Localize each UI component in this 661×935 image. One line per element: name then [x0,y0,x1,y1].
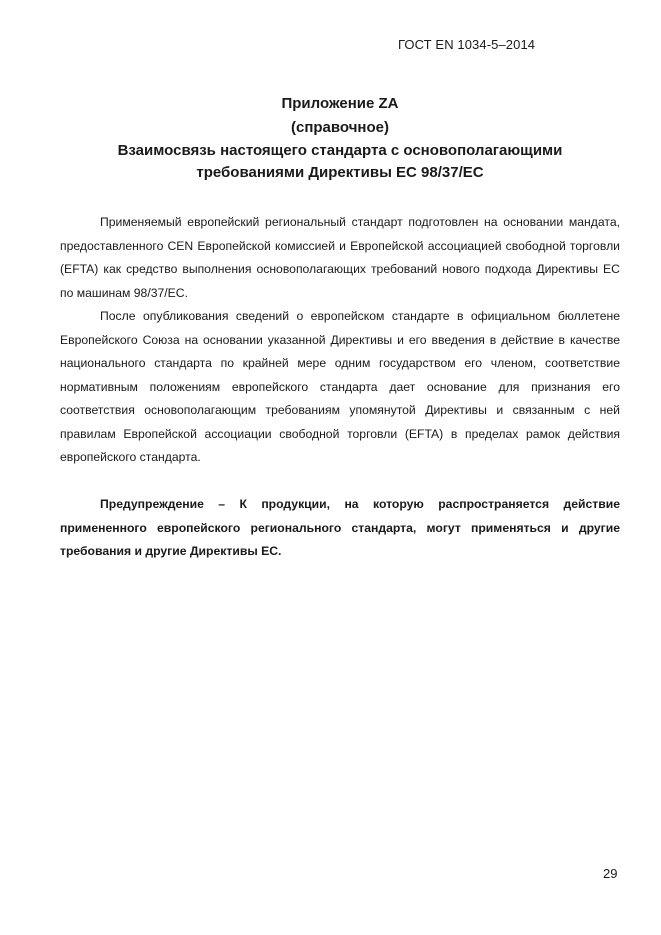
warning-text: Предупреждение – К продукции, на которую распространяется действие примененного европейского регионального стандарта, могут применяться и другие требования и другие Директивы ЕС. [60,497,620,558]
page-number: 29 [603,866,618,881]
annex-label: Приложение ZA [281,95,399,112]
paragraph-mandate: Применяемый европейский региональный стандарт подготовлен на основании мандата, предоставленного CEN Европейской комиссией и Европейской ассоциацией свободной торговли (EFTA) как средство выполнения основополагающих требований нового подхода Директивы ЕС по машинам 98/37/ЕС. [60,215,620,300]
annex-title-line-1: Взаимосвязь настоящего стандарта с основополагающими [117,142,563,159]
paragraph-publication: После опубликования сведений о европейском стандарте в официальном бюллетене Европейского Союза на основании указанной Директивы и его введения в действие в качестве национального стандарта по крайней мере одним государством его членом, соответствие нормативным положениям европейского стандарта дает основание для признания его соответствия основополагающим требованиям упомянутой Директивы и связанным с ней правилам Европейской ассоциации свободной торговли (EFTA) в пределах рамок действия европейского стандарта. [60,309,620,464]
warning-note [60,493,620,564]
standard-code: ГОСТ EN 1034-5–2014 [398,37,536,52]
annex-title-line-2: требованиями Директивы ЕС 98/37/ЕС [196,164,484,181]
body-text [60,211,620,470]
annex-heading [60,92,620,184]
annex-status: (справочное) [291,119,389,136]
